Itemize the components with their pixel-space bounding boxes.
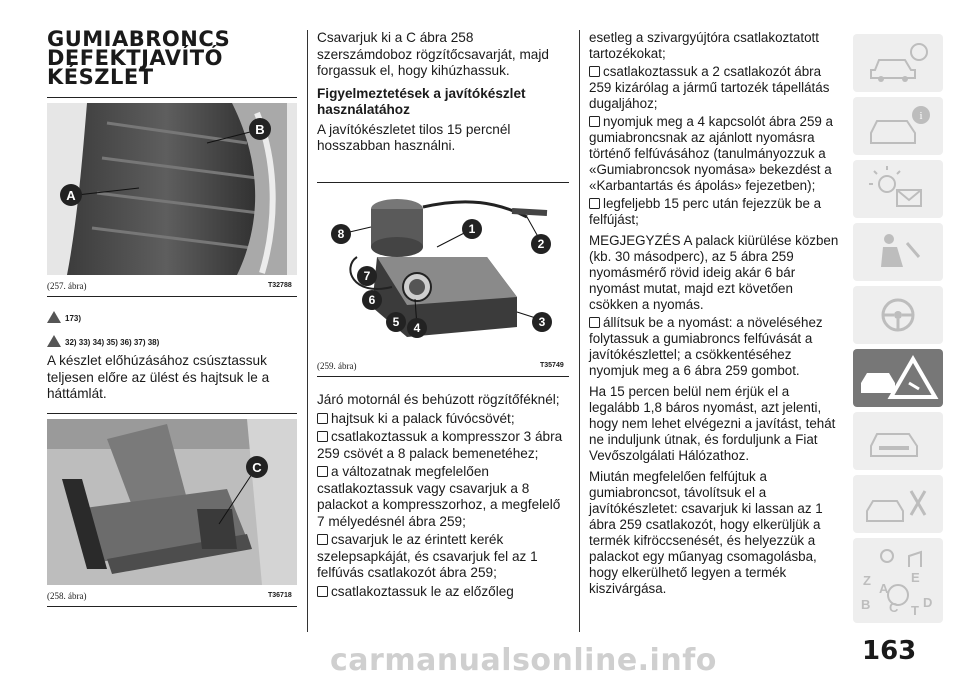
checkbox-bullet-icon (589, 116, 600, 127)
checkbox-bullet-icon (589, 198, 600, 209)
checkbox-bullet-icon (317, 466, 328, 477)
warning-triangle-icon (47, 335, 61, 347)
paragraph: A készlet előhúzásához csúsztassuk teljesen előre az ülést és hajtsuk le a háttámlát. (47, 353, 270, 401)
svg-text:5: 5 (392, 315, 400, 329)
figure-257-rule (47, 296, 297, 297)
chapter-tab-technical[interactable] (853, 475, 943, 533)
list-item: állítsuk be a nyomást: a növeléséhez folytassuk a gumiabroncs felfúvását a javítókészlettel; a csökkentéséhez nyomjuk meg a 6 ábra 259 gombot. (589, 315, 823, 378)
warning-triangle-icon (47, 311, 61, 323)
checkbox-bullet-icon (317, 586, 328, 597)
note-paragraph: MEGJEGYZÉS A palack kiürülése közben (kb. 30 másodperc), az 5 ábra 259 nyomásmérő rövid ideig akár 6 bár nyomást mutat, majd ezt követően csökken a nyomás. (589, 233, 839, 312)
checkbox-bullet-icon (317, 413, 328, 424)
warning-ref-1: 173) (47, 311, 81, 323)
paragraph: esetleg a szivargyújtóra csatlakoztatott tartozékokat; (589, 30, 819, 61)
svg-text:4: 4 (413, 321, 421, 335)
svg-text:8: 8 (337, 227, 345, 241)
figure-257-caption: (257. ábra) (47, 281, 87, 291)
heading-line-3: KÉSZLET (47, 65, 154, 89)
warning-ref-2: 32) 33) 34) 35) 36) 37) 38) (47, 335, 159, 347)
chapter-tab-lights[interactable] (853, 160, 943, 218)
svg-text:1: 1 (468, 222, 476, 236)
list-item: a változatnak megfelelően csatlakoztassuk vagy csavarjuk a 8 palackot a kompresszorhoz, a megfelelő 7 mélyedésnél ábra 259; (317, 464, 561, 529)
figure-259-compressor-kit (317, 187, 569, 355)
figure-258-code: T36718 (268, 592, 292, 599)
car-dashboard-info-icon (853, 97, 943, 155)
column-2-steps (317, 392, 569, 600)
compressor-kit-illustration (317, 187, 569, 355)
checkbox-bullet-icon (317, 431, 328, 442)
svg-text:2: 2 (537, 237, 545, 251)
list-item: csatlakoztassuk a 2 csatlakozót ábra 259 kizárólag a jármű tartozék tápellátás dugaljához; (589, 64, 830, 111)
paragraph: Járó motornál és behúzott rögzítőféknél; (317, 392, 560, 407)
figure-257-tyre (47, 103, 297, 275)
figure-259-caption: (259. ábra) (317, 361, 357, 371)
list-item: nyomjuk meg a 4 kapcsolót ábra 259 a gumiabroncsnak az ajánlott nyomásra történő felfúvásához (tanulmányozzuk a «Gumiabroncsok nyomása» bekezdést a «Karbantartás és ápolás» fejezetben); (589, 114, 834, 193)
car-service-icon (853, 412, 943, 470)
callout-a-label: A (66, 188, 76, 203)
chapter-tab-maintenance[interactable] (853, 412, 943, 470)
column-separator-1 (307, 30, 308, 632)
figure-258-seat (47, 419, 297, 585)
light-envelope-icon (853, 160, 943, 218)
figure-259-code: T35749 (540, 362, 564, 369)
svg-text:3: 3 (538, 315, 546, 329)
paragraph: Ha 15 percen belül nem érjük el a legalább 1,8 báros nyomást, azt jelenti, hogy nem lehet elvégezni a javítást, tehát ne induljunk útnak, és forduljunk a Fiat Vevőszolgálati Hálózathoz. (589, 384, 836, 463)
callout-b-label: B (255, 122, 265, 137)
paragraph: Csavarjuk ki a C ábra 258 szerszámdoboz rögzítőcsavarját, majd forgassuk el, hogy kihúzhassuk. (317, 30, 549, 78)
figure-258-top-rule (47, 413, 297, 414)
column-3-text (589, 30, 843, 597)
figure-257-code: T32788 (268, 282, 292, 289)
figure-258-rule (47, 606, 297, 607)
chapter-tab-emergency[interactable] (853, 349, 943, 407)
figure-258-caption: (258. ábra) (47, 591, 87, 601)
chapter-tab-safety[interactable] (853, 223, 943, 281)
column-2-top (317, 30, 569, 161)
list-item: csatlakoztassuk a kompresszor 3 ábra 259 csövét a 8 palack bemenetéhez; (317, 429, 563, 461)
watermark: carmanualsonline.info (330, 643, 717, 678)
paragraph: Miután megfelelően felfújtuk a gumiabroncsot, távolítsuk el a javítókészletet: csavarjuk ki lassan az 1 ábra 259 csatlakozót, hogy elkerüljük a termék kifröccsenését, és helyezzük a palackot egy műanyag csomagolásba, hogy elkerülhető legyen a termék kiszivárgása. (589, 469, 823, 596)
car-tools-icon (853, 475, 943, 533)
seat-illustration (47, 419, 297, 585)
svg-text:i: i (919, 110, 923, 122)
warning-triangle-car-icon (853, 349, 943, 407)
subheading: Figyelmeztetések a javítókészlet használatához (317, 85, 526, 117)
svg-text:7: 7 (363, 269, 371, 283)
list-item: hajtsuk ki a palack fúvócsövét; (317, 411, 569, 428)
chapter-tab-dashboard[interactable] (853, 97, 943, 155)
list-item: csavarjuk le az érintett kerék szelepsapkáját, és csavarjuk fel az 1 felfúvás csatlakozót ábra 259; (317, 532, 538, 580)
chapter-tab-driving[interactable] (853, 286, 943, 344)
checkbox-bullet-icon (317, 534, 328, 545)
heading-rule (47, 97, 297, 98)
alphabet-index-icon: Z E A B C T D (861, 570, 933, 618)
tyre-illustration (47, 103, 297, 275)
column-separator-2 (579, 30, 580, 632)
list-item: legfeljebb 15 perc után fejezzük be a felfújást; (589, 196, 822, 227)
steering-wheel-icon (853, 286, 943, 344)
paragraph: A javítókészletet tilos 15 percnél hosszabban használni. (317, 121, 511, 153)
checkbox-bullet-icon (589, 317, 600, 328)
figure-259-rule (317, 376, 569, 377)
checkbox-bullet-icon (589, 66, 600, 77)
section-heading (47, 27, 297, 89)
chapter-tab-car-info[interactable] (853, 34, 943, 92)
heading-line-1: GUMIABRONCS (47, 27, 231, 51)
figure-259-top-rule (317, 182, 569, 183)
car-info-icon (853, 34, 943, 92)
svg-text:6: 6 (368, 293, 376, 307)
heading-line-2: DEFEKTJAVÍTÓ (47, 46, 223, 70)
column-1-text (47, 353, 297, 409)
list-item: csatlakoztassuk le az előzőleg (317, 584, 569, 601)
chapter-tab-index[interactable] (853, 567, 943, 623)
callout-c-label: C (252, 460, 262, 475)
page-number: 163 (862, 636, 917, 666)
airbag-person-icon (853, 223, 943, 281)
